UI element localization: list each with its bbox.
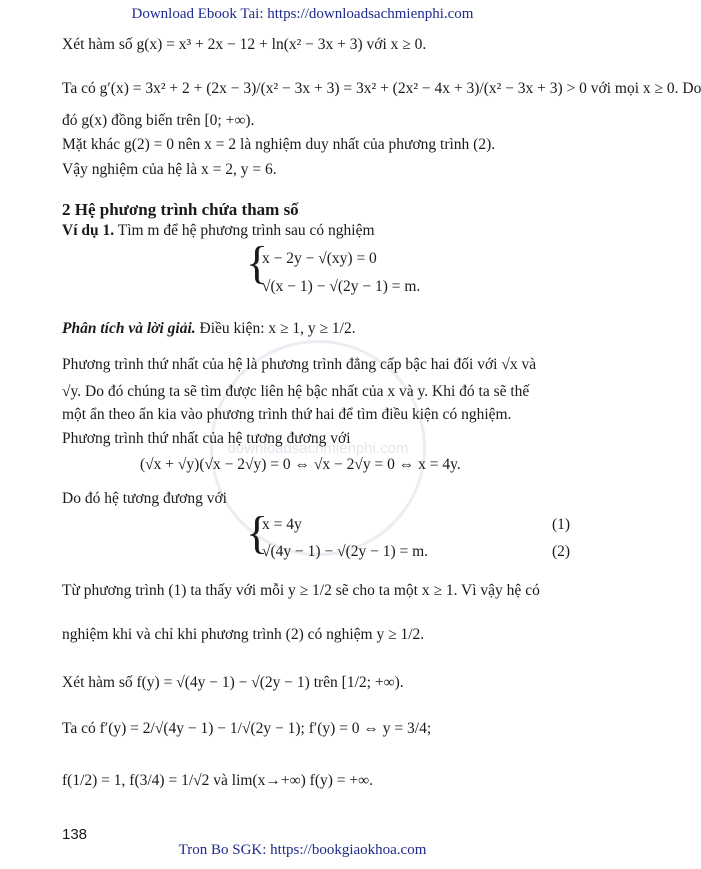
system-eq: √(4y − 1) − √(2y − 1) = m. [262,543,429,560]
text-line: Ta có g′(x) = 3x² + 2 + (2x − 3)/(x² − 3x + 3) = 3x² + (2x² − 4x + 3)/(x² − 3x + 3) > 0 với mọi x ≥ 0. Do [62,80,701,97]
footer-link[interactable]: Tron Bo SGK: https://bookgiaokhoa.com [178,842,427,858]
eq-number: (1) [552,516,571,533]
example-text: Tìm m để hệ phương trình sau có nghiệm [114,222,375,239]
system-brace: { [246,507,269,558]
section-title: 2 Hệ phương trình chứa tham số [62,200,299,219]
text-line: Mặt khác g(2) = 0 nên x = 2 là nghiệm duy nhất của phương trình (2). [62,136,496,153]
example-line [62,222,375,240]
analysis-label: Phân tích và lời giải. [62,320,196,337]
system-eq: x = 4y [262,516,302,533]
page-number: 138 [62,826,88,843]
text-line: Vậy nghiệm của hệ là x = 2, y = 6. [62,161,277,178]
text-line: một ẩn theo ẩn kia vào phương trình thứ hai để tìm điều kiện có nghiệm. [62,406,512,423]
system-eq: x − 2y − √(xy) = 0 [262,250,377,267]
text-line: √y. Do đó chúng ta sẽ tìm được liên hệ bậc nhất của x và y. Khi đó ta sẽ thế [62,383,530,400]
text-line: nghiệm khi và chỉ khi phương trình (2) có nghiệm y ≥ 1/2. [62,626,425,643]
text-line: Ta có f′(y) = 2/√(4y − 1) − 1/√(2y − 1); f′(y) = 0 ⇔ y = 3/4; [62,720,432,737]
text-line: Từ phương trình (1) ta thấy với mỗi y ≥ 1/2 sẽ cho ta một x ≥ 1. Vì vậy hệ có [62,582,540,599]
text-line: Phương trình thứ nhất của hệ là phương trình đẳng cấp bậc hai đối với √x và [62,356,537,373]
eq-number: (2) [552,543,571,560]
system-brace: { [246,237,269,288]
text-line: f(1/2) = 1, f(3/4) = 1/√2 và lim(x→+∞) f(y) = +∞. [62,772,374,789]
watermark-text: downloadsachmienphi.com [227,439,409,457]
header-link[interactable]: Download Ebook Tai: https://downloadsachmienphi.com [131,6,474,22]
equation: (√x + √y)(√x − 2√y) = 0 ⇔ √x − 2√y = 0 ⇔ x = 4y. [140,456,461,473]
system-eq: √(x − 1) − √(2y − 1) = m. [262,278,421,295]
text-line: Xét hàm số f(y) = √(4y − 1) − √(2y − 1) trên [1/2; +∞). [62,674,404,691]
text-line: Xét hàm số g(x) = x³ + 2x − 12 + ln(x² − 3x + 3) với x ≥ 0. [62,36,427,53]
example-label: Ví dụ 1. [62,222,115,239]
text-line: đó g(x) đồng biến trên [0; +∞). [62,112,255,129]
analysis-line [62,320,356,338]
analysis-text: Điều kiện: x ≥ 1, y ≥ 1/2. [195,320,356,337]
text-line: Phương trình thứ nhất của hệ tương đương với [62,430,351,447]
text-line: Do đó hệ tương đương với [62,490,227,507]
